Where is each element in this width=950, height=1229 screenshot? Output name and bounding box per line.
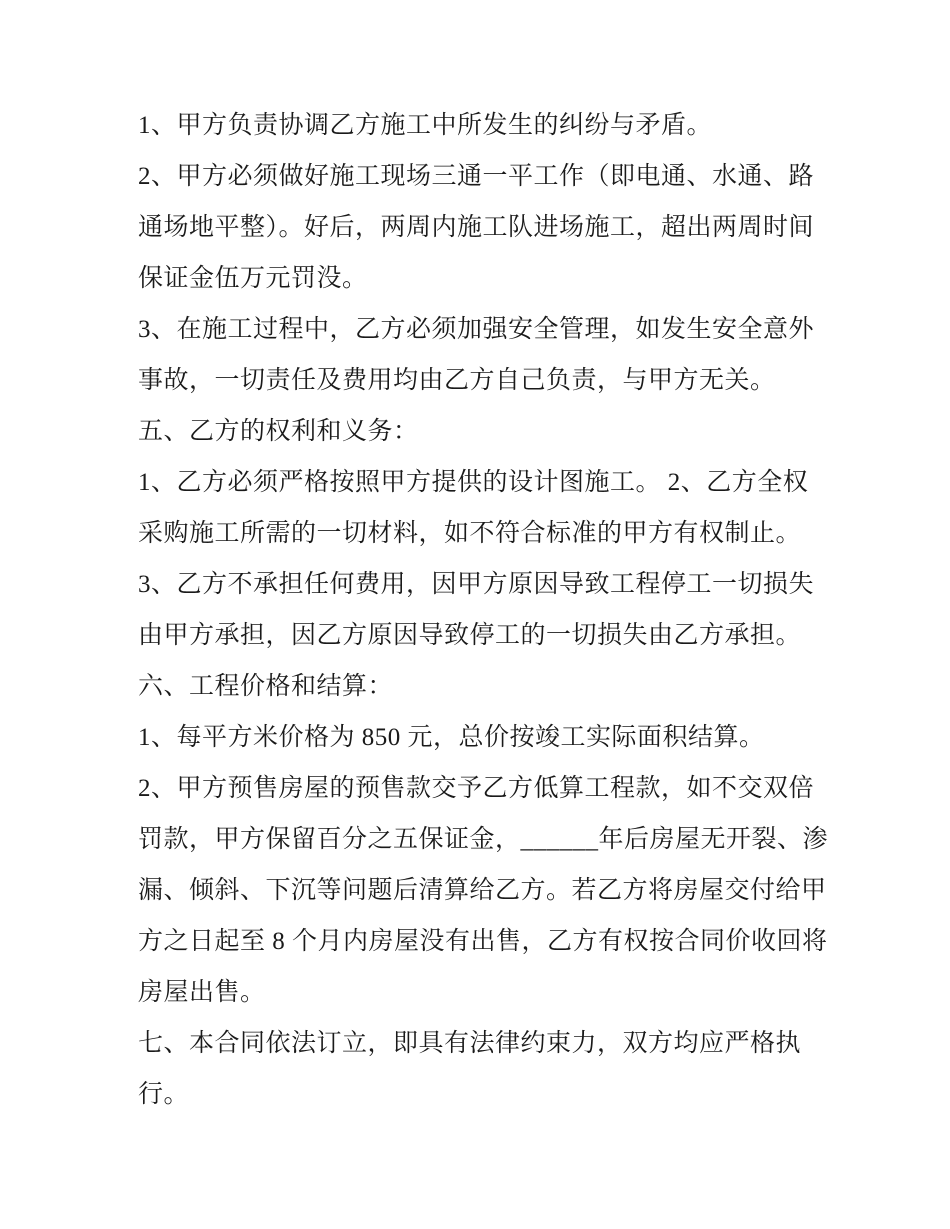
text-line: 方之日起至 8 个月内房屋没有出售，乙方有权按合同价收回将: [138, 928, 828, 955]
text-line: 由甲方承担，因乙方原因导致停工的一切损失由乙方承担。: [138, 622, 802, 649]
text-line: 2、甲方预售房屋的预售款交予乙方低算工程款，如不交双倍: [138, 775, 815, 802]
text-line: 1、乙方必须严格按照甲方提供的设计图施工。 2、乙方全权: [138, 469, 809, 496]
text-line: 3、乙方不承担任何费用，因甲方原因导致工程停工一切损失: [138, 571, 815, 598]
text-line: 行。: [138, 1081, 190, 1108]
document-text: [138, 100, 830, 1120]
text-line: 1、甲方负责协调乙方施工中所发生的纠纷与矛盾。: [138, 112, 713, 139]
text-line: 3、在施工过程中，乙方必须加强安全管理，如发生安全意外: [138, 316, 815, 343]
text-line: 通场地平整）。好后，两周内施工队进场施工，超出两周时间: [138, 214, 815, 241]
text-line: 房屋出售。: [138, 979, 266, 1006]
text-line: 漏、倾斜、下沉等问题后清算给乙方。若乙方将房屋交付给甲: [138, 877, 827, 904]
text-line: 事故，一切责任及费用均由乙方自己负责，与甲方无关。: [138, 367, 776, 394]
text-line: 罚款，甲方保留百分之五保证金，______年后房屋无开裂、渗: [138, 826, 829, 853]
text-line: 七、本合同依法订立，即具有法律约束力，双方均应严格执: [138, 1030, 802, 1057]
text-line: 保证金伍万元罚没。: [138, 265, 368, 292]
text-line: 2、甲方必须做好施工现场三通一平工作（即电通、水通、路: [138, 163, 815, 190]
text-line: 五、乙方的权利和义务：: [138, 418, 419, 445]
text-line: 六、工程价格和结算：: [138, 673, 394, 700]
text-line: 采购施工所需的一切材料，如不符合标准的甲方有权制止。: [138, 520, 802, 547]
text-line: 1、每平方米价格为 850 元，总价按竣工实际面积结算。: [138, 724, 765, 751]
